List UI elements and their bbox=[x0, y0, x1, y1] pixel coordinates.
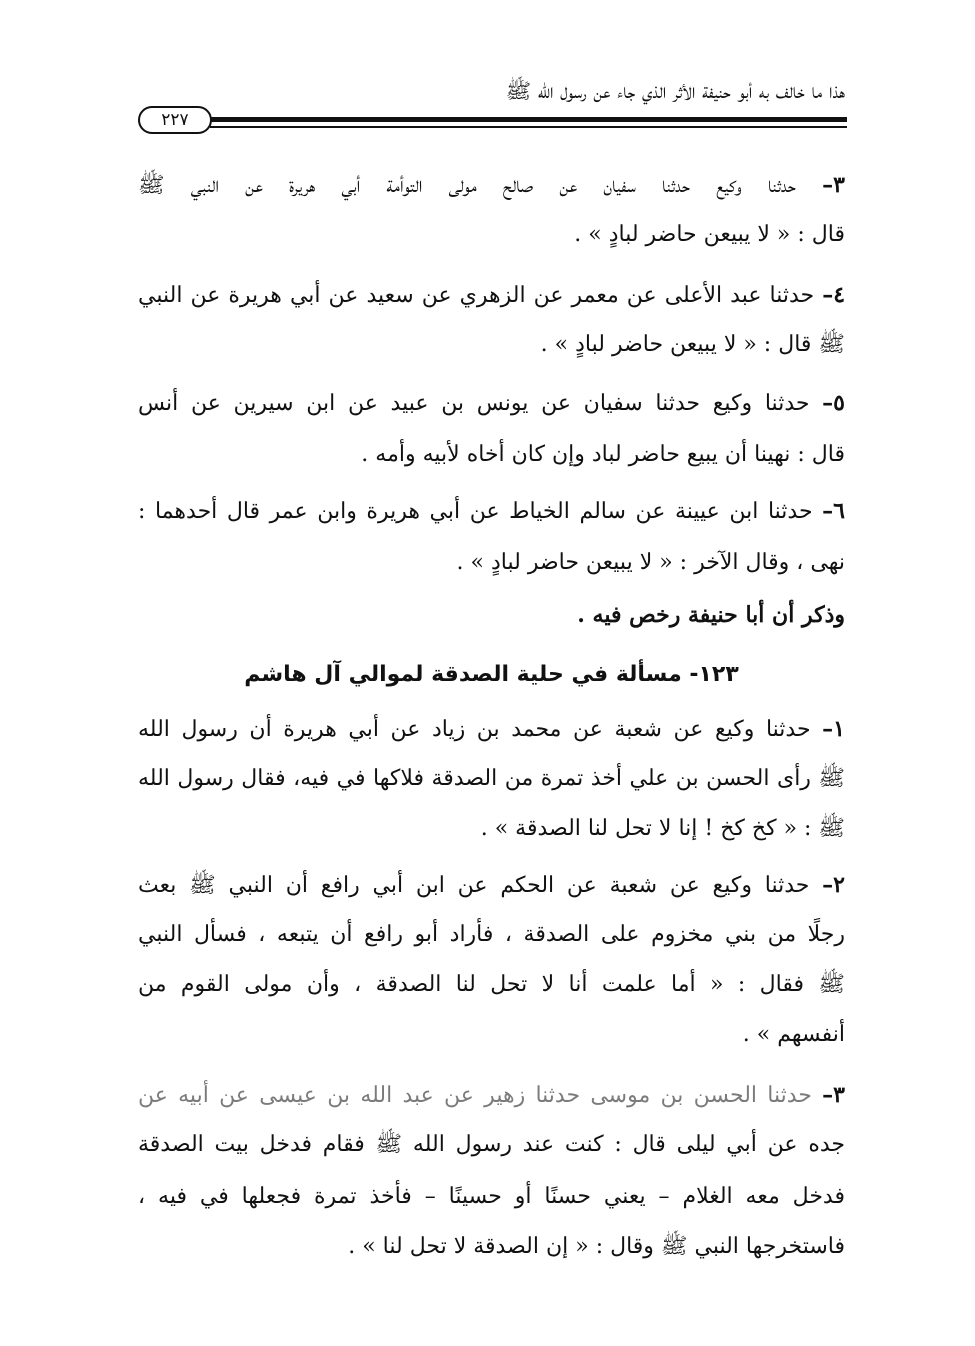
hadith-3-line-2: قال : « لا يبيعن حاضر لبادٍ » . bbox=[574, 222, 845, 247]
section-hadith-2-line-4: أنفسهم » . bbox=[742, 1022, 845, 1047]
section-hadith-1-line-1 bbox=[138, 712, 845, 747]
header-rule-thick bbox=[210, 117, 847, 122]
section-hadith-3-line-2: جده عن أبي ليلى قال : كنت عند رسول الله ﷺ فقام فدخل بيت الصدقة bbox=[138, 1132, 845, 1157]
hadith-text: حدثنا وكيع حدثنا سفيان عن يونس بن عبيد عن ابن سيرين عن أنس bbox=[138, 391, 810, 416]
hadith-number: ٤– bbox=[822, 282, 846, 308]
hadith-4-line-2: ﷺ قال : « لا يبيعن حاضر لبادٍ » . bbox=[540, 332, 845, 357]
hadith-text: حدثنا الحسن بن موسى حدثنا زهير عن عبد الله بن عيسى عن أبيه عن bbox=[138, 1083, 812, 1108]
section-hadith-2-line-1 bbox=[138, 868, 845, 903]
hadith-number: ٢– bbox=[822, 872, 845, 898]
hadith-text: حدثنا وكيع عن شعبة عن محمد بن زياد عن أبي هريرة أن رسول الله bbox=[138, 717, 811, 742]
hadith-4-line-1 bbox=[138, 278, 845, 313]
section-hadith-1-line-3: ﷺ : « كخ كخ ! إنا لا تحل لنا الصدقة » . bbox=[480, 816, 845, 841]
section-hadith-2-line-2: رجلًا من بني مخزوم على الصدقة ، فأراد أبو رافع أن يتبعه ، فسأل النبي bbox=[138, 922, 845, 947]
hadith-text: حدثنا وكيع حدثنا سفيان عن صالح مولى التوأمة أبي هريرة عن النبي ﷺ bbox=[138, 173, 797, 198]
ruling-note: وذكر أن أبا حنيفة رخص فيه . bbox=[577, 602, 845, 628]
hadith-number: ٦– bbox=[822, 498, 845, 524]
hadith-6-line-2: نهى ، وقال الآخر : « لا يبيعن حاضر لبادٍ » . bbox=[456, 550, 845, 575]
hadith-3-line-1 bbox=[138, 168, 845, 203]
hadith-5-line-1 bbox=[138, 386, 845, 421]
page-number: ٢٢٧ bbox=[138, 106, 212, 134]
hadith-text: حدثنا عبد الأعلى عن معمر عن الزهري عن سعيد عن أبي هريرة عن النبي bbox=[138, 283, 815, 308]
section-hadith-3-line-1 bbox=[138, 1078, 845, 1113]
hadith-number: ٣– bbox=[822, 172, 845, 198]
section-heading: ١٢٣- مسألة في حلية الصدقة لموالي آل هاشم bbox=[244, 662, 739, 687]
hadith-number: ٣– bbox=[822, 1082, 845, 1108]
hadith-number: ٥– bbox=[822, 390, 845, 416]
section-hadith-2-line-3: ﷺ فقال : « أما علمت أنا لا تحل لنا الصدقة ، وأن مولى القوم من bbox=[138, 972, 845, 997]
hadith-5-line-2: قال : نهينا أن يبيع حاضر لباد وإن كان أخاه لأبيه وأمه . bbox=[361, 442, 845, 467]
hadith-text: حدثنا وكيع عن شعبة عن الحكم عن ابن أبي رافع أن النبي ﷺ بعث bbox=[138, 873, 810, 898]
hadith-6-line-1 bbox=[138, 494, 845, 529]
section-hadith-3-line-3: فدخل معه الغلام – يعني حسنًا أو حسينًا – فأخذ تمرة فجعلها في فيه ، bbox=[138, 1184, 845, 1209]
section-hadith-1-line-2: ﷺ رأى الحسن بن علي أخذ تمرة من الصدقة فلاكها في فيه، فقال رسول الله bbox=[138, 766, 845, 791]
hadith-text: حدثنا ابن عيينة عن سالم الخياط عن أبي هريرة وابن عمر قال أحدهما : bbox=[138, 499, 813, 524]
hadith-number: ١– bbox=[822, 716, 845, 742]
running-title: هذا ما خالف به أبو حنيفة الأثر الذي جاء عن رسول الله ﷺ bbox=[505, 79, 845, 103]
header-rule-thin bbox=[210, 126, 847, 128]
section-hadith-3-line-4: فاستخرجها النبي ﷺ وقال : « إن الصدقة لا تحل لنا » . bbox=[348, 1234, 845, 1259]
